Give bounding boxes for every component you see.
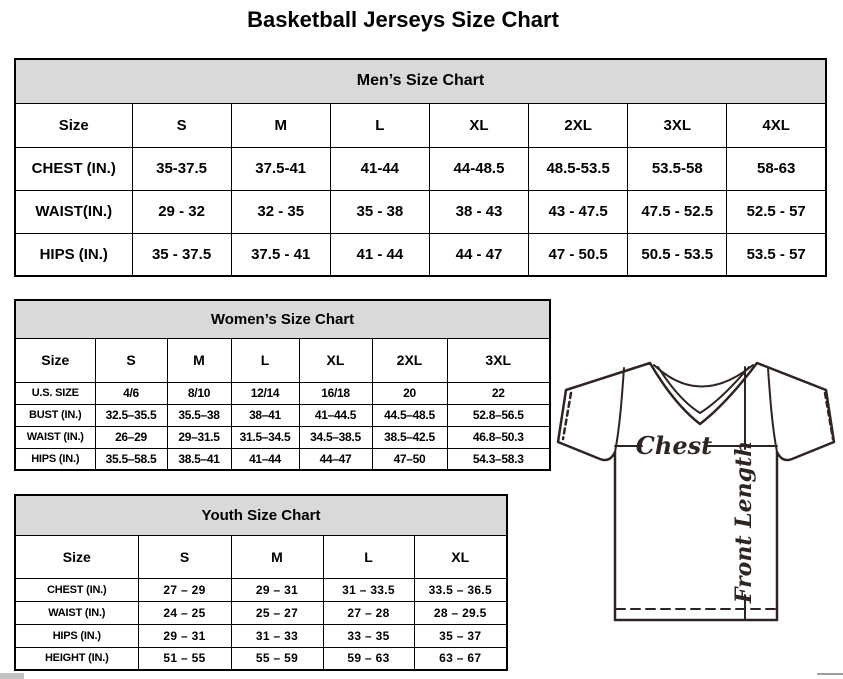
value-cell: 32 - 35 <box>231 190 330 233</box>
row-label-cell: WAIST (IN.) <box>15 601 138 624</box>
value-cell: 41 - 44 <box>330 233 429 276</box>
value-cell: 54.3–58.3 <box>447 448 550 470</box>
col-header-cell: Size <box>15 535 138 578</box>
table-row <box>15 103 826 147</box>
value-cell: 33.5 – 36.5 <box>414 578 507 601</box>
value-cell: 31.5–34.5 <box>231 426 299 448</box>
value-cell: 44 - 47 <box>429 233 528 276</box>
col-header-cell: 2XL <box>372 338 447 382</box>
value-cell: 38.5–41 <box>167 448 231 470</box>
col-header-cell: M <box>167 338 231 382</box>
value-cell: 20 <box>372 382 447 404</box>
value-cell: 47.5 - 52.5 <box>628 190 727 233</box>
value-cell: 52.8–56.5 <box>447 404 550 426</box>
mens-size-table <box>14 58 827 277</box>
value-cell: 12/14 <box>231 382 299 404</box>
value-cell: 47 - 50.5 <box>529 233 628 276</box>
col-header-cell: S <box>132 103 231 147</box>
row-label-cell: HIPS (IN.) <box>15 448 95 470</box>
mens-table-title: Men’s Size Chart <box>15 59 826 103</box>
col-header-cell: M <box>231 103 330 147</box>
table-row <box>15 426 550 448</box>
table-row <box>15 382 550 404</box>
value-cell: 27 – 29 <box>138 578 231 601</box>
table-row <box>15 624 507 647</box>
womens-table-title: Women’s Size Chart <box>15 300 550 338</box>
value-cell: 53.5 - 57 <box>727 233 826 276</box>
h-scrollbar-fragment-right[interactable] <box>817 673 843 675</box>
value-cell: 44-48.5 <box>429 147 528 190</box>
jersey-outline <box>558 363 834 620</box>
value-cell: 35 – 37 <box>414 624 507 647</box>
value-cell: 41–44.5 <box>299 404 372 426</box>
value-cell: 27 – 28 <box>323 601 414 624</box>
armhole-seam-right <box>768 368 777 452</box>
col-header-cell: XL <box>429 103 528 147</box>
jersey-diagram <box>556 356 840 634</box>
h-scrollbar-fragment-left[interactable] <box>0 673 24 679</box>
col-header-cell: 3XL <box>628 103 727 147</box>
value-cell: 44.5–48.5 <box>372 404 447 426</box>
col-header-cell: Size <box>15 338 95 382</box>
row-label-cell: BUST (IN.) <box>15 404 95 426</box>
value-cell: 29 – 31 <box>138 624 231 647</box>
value-cell: 35-37.5 <box>132 147 231 190</box>
value-cell: 4/6 <box>95 382 167 404</box>
value-cell: 37.5 - 41 <box>231 233 330 276</box>
row-label-cell: CHEST (IN.) <box>15 578 138 601</box>
col-header-cell: L <box>330 103 429 147</box>
value-cell: 52.5 - 57 <box>727 190 826 233</box>
row-label-cell: U.S. SIZE <box>15 382 95 404</box>
table-row <box>15 147 826 190</box>
row-label-cell: HIPS (IN.) <box>15 233 132 276</box>
youth-size-table <box>14 494 508 671</box>
col-header-cell: L <box>323 535 414 578</box>
table-row <box>15 647 507 670</box>
value-cell: 38.5–42.5 <box>372 426 447 448</box>
value-cell: 29–31.5 <box>167 426 231 448</box>
value-cell: 47–50 <box>372 448 447 470</box>
table-row <box>15 404 550 426</box>
value-cell: 50.5 - 53.5 <box>628 233 727 276</box>
value-cell: 34.5–38.5 <box>299 426 372 448</box>
value-cell: 8/10 <box>167 382 231 404</box>
row-label-cell: CHEST (IN.) <box>15 147 132 190</box>
value-cell: 31 – 33 <box>231 624 323 647</box>
table-row <box>15 578 507 601</box>
value-cell: 25 – 27 <box>231 601 323 624</box>
col-header-cell: XL <box>299 338 372 382</box>
value-cell: 29 – 31 <box>231 578 323 601</box>
chest-label: Chest <box>635 431 713 460</box>
value-cell: 44–47 <box>299 448 372 470</box>
value-cell: 46.8–50.3 <box>447 426 550 448</box>
value-cell: 16/18 <box>299 382 372 404</box>
value-cell: 38 - 43 <box>429 190 528 233</box>
col-header-cell: L <box>231 338 299 382</box>
col-header-cell: 2XL <box>529 103 628 147</box>
value-cell: 48.5-53.5 <box>529 147 628 190</box>
row-label-cell: WAIST(IN.) <box>15 190 132 233</box>
armhole-seam-left <box>615 368 624 452</box>
col-header-cell: XL <box>414 535 507 578</box>
row-label-cell: HEIGHT (IN.) <box>15 647 138 670</box>
value-cell: 53.5-58 <box>628 147 727 190</box>
value-cell: 58-63 <box>727 147 826 190</box>
table-row <box>15 233 826 276</box>
page-title: Basketball Jerseys Size Chart <box>247 7 559 32</box>
youth-table-title: Youth Size Chart <box>15 495 507 535</box>
front-length-label: Front Length <box>731 440 757 604</box>
table-row <box>15 448 550 470</box>
col-header-cell: 4XL <box>727 103 826 147</box>
value-cell: 28 – 29.5 <box>414 601 507 624</box>
table-row <box>15 338 550 382</box>
table-row <box>15 300 550 338</box>
value-cell: 37.5-41 <box>231 147 330 190</box>
col-header-cell: Size <box>15 103 132 147</box>
value-cell: 41–44 <box>231 448 299 470</box>
value-cell: 35.5–38 <box>167 404 231 426</box>
value-cell: 32.5–35.5 <box>95 404 167 426</box>
col-header-cell: M <box>231 535 323 578</box>
value-cell: 55 – 59 <box>231 647 323 670</box>
value-cell: 22 <box>447 382 550 404</box>
womens-size-table <box>14 299 551 471</box>
row-label-cell: WAIST (IN.) <box>15 426 95 448</box>
row-label-cell: HIPS (IN.) <box>15 624 138 647</box>
value-cell: 43 - 47.5 <box>529 190 628 233</box>
value-cell: 35 - 38 <box>330 190 429 233</box>
value-cell: 29 - 32 <box>132 190 231 233</box>
value-cell: 51 – 55 <box>138 647 231 670</box>
table-row <box>15 535 507 578</box>
value-cell: 33 – 35 <box>323 624 414 647</box>
value-cell: 24 – 25 <box>138 601 231 624</box>
value-cell: 31 – 33.5 <box>323 578 414 601</box>
col-header-cell: S <box>138 535 231 578</box>
value-cell: 41-44 <box>330 147 429 190</box>
value-cell: 63 – 67 <box>414 647 507 670</box>
value-cell: 35.5–58.5 <box>95 448 167 470</box>
value-cell: 35 - 37.5 <box>132 233 231 276</box>
table-row <box>15 59 826 103</box>
sleeve-cuff-dashes-right <box>825 393 833 439</box>
value-cell: 59 – 63 <box>323 647 414 670</box>
value-cell: 38–41 <box>231 404 299 426</box>
col-header-cell: 3XL <box>447 338 550 382</box>
table-row <box>15 190 826 233</box>
col-header-cell: S <box>95 338 167 382</box>
table-row <box>15 495 507 535</box>
table-row <box>15 601 507 624</box>
value-cell: 26–29 <box>95 426 167 448</box>
